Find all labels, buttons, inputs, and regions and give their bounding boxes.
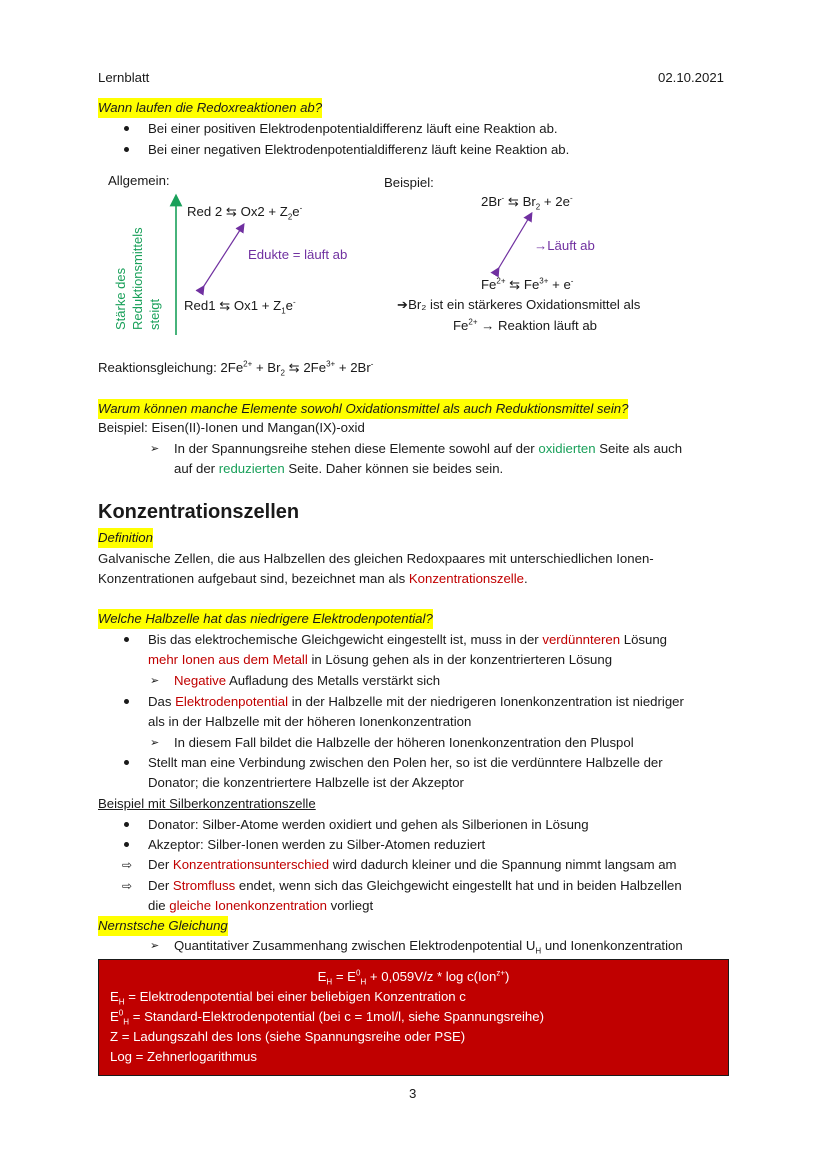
allgemein-label: Allgemein: (108, 173, 170, 188)
b2-line-2: als in der Halbzelle mit der höheren Ionenkonzentration (148, 714, 472, 729)
result-line-1: ➔Br₂ ist ein stärkeres Oxidationsmittel als (397, 297, 641, 312)
redox-arrow-example (497, 216, 530, 271)
formula-line-3: $E^0_H$ = Standard-Elektrodenpotential (bei c = 1mol/l, siehe Spannungsreihe) (110, 1008, 544, 1027)
edukte-label: Edukte = läuft ab (248, 247, 348, 262)
redox-question: Wann laufen die Redoxreaktionen ab? (98, 98, 322, 118)
nernst-label: Nernstsche Gleichung (98, 916, 228, 936)
eq-fe: $Fe^{2+}$ ⇆ $Fe^{3+} + e^-$ (481, 276, 574, 292)
reaktionsgleichung: Reaktionsgleichung: $2Fe^{2+} + Br_2$ ⇆ $2Fe^{3+} + 2Br^-$ (98, 359, 374, 378)
header-date: 02.10.2021 (658, 70, 725, 85)
hollow-arrow-icon: ⇨ (122, 879, 133, 893)
eq-red1: Red1 ⇆ $Ox1 + Z_1e^-$ (184, 297, 296, 316)
redox-arrow-general (202, 227, 242, 289)
axis-label: Stärke des Reduktionsmittels steigt (113, 227, 162, 330)
arrow-bullet-icon: ➢ (150, 675, 160, 687)
silber-title: Beispiel mit Silberkonzentrationszelle (98, 796, 316, 811)
silber-4: Der Stromfluss endet, wenn sich das Gleichgewicht eingestellt hat und in beiden Halbzellen (148, 878, 682, 893)
b3-line-1: Stellt man eine Verbindung zwischen den Polen her, so ist die verdünntere Halbzelle der (148, 755, 663, 770)
halbzelle-question: Welche Halbzelle hat das niedrigere Elektrodenpotential? (98, 609, 433, 629)
formula-main: $E_H = E^0_H + 0,059V/z * \log c(Ion^{z+})$ (317, 968, 510, 987)
bullet-icon (124, 822, 129, 827)
definition-line-1: Galvanische Zellen, die aus Halbzellen des gleichen Redoxpaares mit unterschiedlichen Ionen- (98, 551, 654, 566)
header-left: Lernblatt (98, 70, 150, 85)
warum-text-2: auf der reduzierten Seite. Daher können sie beides sein. (174, 461, 504, 476)
definition-label: Definition (98, 528, 153, 548)
laeuft-ab: →Läuft ab (534, 238, 595, 253)
hollow-arrow-icon: ⇨ (122, 858, 133, 872)
warum-text-1: In der Spannungsreihe stehen diese Elemente sowohl auf der oxidierten Seite als auch (174, 441, 683, 456)
beispiel-label: Beispiel: (384, 175, 434, 190)
b2-sub: In diesem Fall bildet die Halbzelle der höheren Ionenkonzentration den Pluspol (174, 735, 634, 750)
b2-line-1: Das Elektrodenpotential in der Halbzelle mit der niedrigeren Ionenkonzentration ist niedriger (148, 694, 684, 709)
silber-2: Akzeptor: Silber-Ionen werden zu Silber-Atomen reduziert (148, 837, 486, 852)
bullet-icon (124, 760, 129, 765)
silber-1: Donator: Silber-Atome werden oxidiert und gehen als Silberionen in Lösung (148, 817, 589, 832)
definition-line-2: Konzentrationen aufgebaut sind, bezeichnet man als Konzentrationszelle. (98, 571, 528, 586)
b1-line-1: Bis das elektrochemische Gleichgewicht eingestellt ist, muss in der verdünnteren Lösung (148, 632, 667, 647)
warum-question: Warum können manche Elemente sowohl Oxidationsmittel als auch Reduktionsmittel sein? (98, 399, 628, 419)
b1-sub: Negative Aufladung des Metalls verstärkt sich (174, 673, 441, 688)
silber-3: Der Konzentrationsunterschied wird dadurch kleiner und die Spannung nimmt langsam am (148, 857, 677, 872)
formula-box (98, 959, 729, 1076)
page-number: 3 (409, 1086, 417, 1101)
bullet-icon (124, 637, 129, 642)
result-line-2: $Fe^{2+}$ → Reaktion läuft ab (453, 317, 598, 333)
formula-line-5: Log = Zehnerlogarithmus (110, 1049, 257, 1064)
redox-bullet-2: Bei einer negativen Elektrodenpotentialdifferenz läuft keine Reaktion ab. (148, 142, 570, 157)
nernst-sub: Quantitativer Zusammenhang zwischen Elektrodenpotential $U_H$ und Ionenkonzentration (174, 938, 683, 956)
arrow-bullet-icon: ➢ (150, 737, 160, 749)
arrow-bullet-icon: ➢ (150, 443, 160, 455)
silber-5: die gleiche Ionenkonzentration vorliegt (148, 898, 374, 913)
bullet-icon (124, 699, 129, 704)
redox-bullet-1: Bei einer positiven Elektrodenpotentialdifferenz läuft eine Reaktion ab. (148, 121, 558, 136)
formula-line-2: $E_H$ = Elektrodenpotential bei einer beliebigen Konzentration c (110, 989, 466, 1007)
arrow-bullet-icon: ➢ (150, 940, 160, 952)
formula-line-4: Z = Ladungszahl des Ions (siehe Spannungsreihe oder PSE) (110, 1029, 466, 1044)
eq-br: 2Br- ⇆ $Br_2 + 2e^-$ (481, 193, 573, 212)
b3-line-2: Donator; die konzentriertere Halbzelle ist der Akzeptor (148, 775, 464, 790)
eq-red2: Red 2 ⇆ $Ox2 + Z_2e^-$ (187, 203, 303, 222)
warum-beispiel: Beispiel: Eisen(II)-Ionen und Mangan(IX)-oxid (98, 420, 365, 435)
b1-line-2: mehr Ionen aus dem Metall in Lösung gehen als in der konzentrierteren Lösung (148, 652, 613, 667)
bullet-icon (124, 842, 129, 847)
section-title: Konzentrationszellen (98, 501, 300, 523)
